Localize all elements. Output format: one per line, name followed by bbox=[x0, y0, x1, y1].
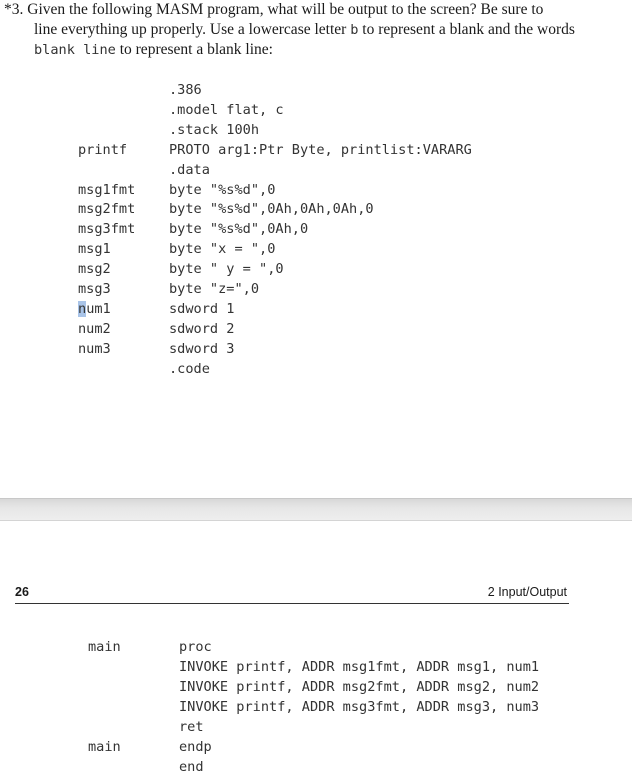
code-label: msg2fmt bbox=[78, 201, 136, 218]
code-statement: INVOKE printf, ADDR msg1fmt, ADDR msg1, num1 bbox=[179, 659, 540, 675]
question-text: line everything up properly. Use a lowercase letter bbox=[34, 21, 351, 38]
code-statement: PROTO arg1:Ptr Byte, printlist:VARARG bbox=[169, 141, 472, 158]
code-statement: end bbox=[179, 759, 204, 775]
code-statement: byte "%s%d",0Ah,0Ah,0Ah,0 bbox=[169, 201, 374, 218]
code-statement: byte " y = ",0 bbox=[169, 261, 284, 278]
code-statement: .stack 100h bbox=[169, 121, 260, 138]
code-label: num1 bbox=[78, 300, 111, 317]
code-statement: INVOKE printf, ADDR msg3fmt, ADDR msg3, num3 bbox=[179, 699, 540, 715]
page-number: 26 bbox=[15, 585, 29, 599]
question-text: Given the following MASM program, what will be output to the screen? Be sure to bbox=[27, 1, 544, 18]
code-label: main bbox=[88, 739, 121, 755]
chapter-title: 2 Input/Output bbox=[487, 585, 567, 599]
code-statement: byte "z=",0 bbox=[169, 281, 260, 297]
code-label: msg1fmt bbox=[78, 181, 136, 198]
page-separator bbox=[0, 498, 632, 521]
code-statement: byte "%s%d",0 bbox=[169, 181, 276, 198]
question-number: *3. bbox=[4, 1, 24, 18]
question-text: to represent a blank line: bbox=[115, 41, 273, 58]
text-selection-caret: n bbox=[78, 300, 87, 317]
question-text: to represent a blank and the words bbox=[358, 21, 575, 38]
page-header bbox=[15, 583, 569, 604]
question-line-3 bbox=[34, 41, 273, 59]
question-line-2 bbox=[34, 21, 575, 39]
blank-letter-code: b bbox=[350, 22, 359, 38]
code-statement: INVOKE printf, ADDR msg2fmt, ADDR msg2, num2 bbox=[179, 679, 540, 695]
code-statement: .model flat, c bbox=[169, 101, 284, 118]
code-label: msg3fmt bbox=[78, 221, 136, 238]
code-statement: .code bbox=[169, 360, 210, 377]
code-statement: .386 bbox=[169, 82, 202, 98]
code-statement: byte "%s%d",0Ah,0 bbox=[169, 221, 309, 238]
code-statement: byte "x = ",0 bbox=[169, 241, 276, 258]
code-statement: sdword 3 bbox=[169, 340, 235, 357]
code-statement: sdword 2 bbox=[169, 320, 235, 337]
code-label: num3 bbox=[78, 340, 111, 357]
blank-line-code: blank line bbox=[34, 42, 116, 58]
code-statement: endp bbox=[179, 739, 212, 755]
code-statement: proc bbox=[179, 639, 212, 655]
question-line-1 bbox=[4, 1, 543, 19]
code-label: main bbox=[88, 639, 121, 655]
code-label: printf bbox=[78, 141, 128, 158]
code-label: msg2 bbox=[78, 261, 111, 278]
code-label: msg1 bbox=[78, 241, 111, 258]
code-statement: ret bbox=[179, 719, 204, 735]
code-statement: .data bbox=[169, 161, 210, 178]
code-statement: sdword 1 bbox=[169, 300, 235, 317]
code-label: msg3 bbox=[78, 281, 111, 297]
code-label: num2 bbox=[78, 320, 111, 337]
